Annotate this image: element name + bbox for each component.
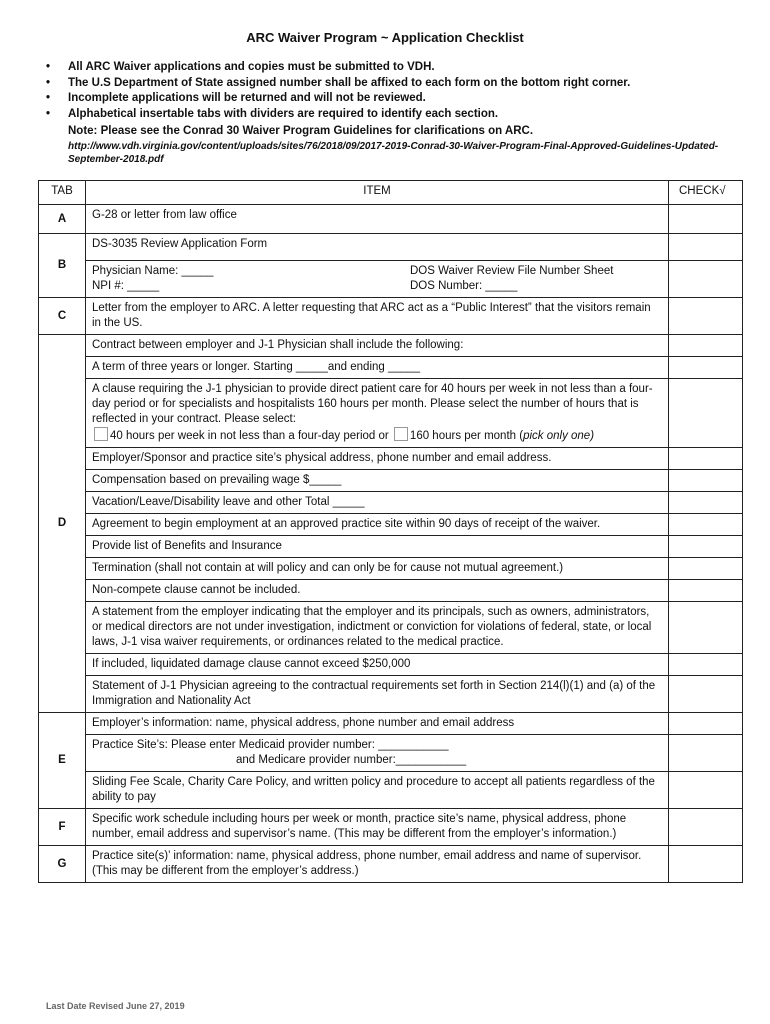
check-cell[interactable] [669, 379, 743, 448]
table-row [39, 205, 743, 234]
checklist-table [38, 180, 743, 883]
tab-column-header: TAB [39, 181, 86, 205]
pick-one-note: pick only one) [523, 430, 595, 442]
instruction-item [46, 76, 746, 92]
checklist-item: A statement from the employer indicating that the employer and its principals, such as owners, administrators, or medical directors are not under investigation, indictment or conviction for violations of federal, state, or local laws, J-1 visa waiver requirements, or ordinances related to the medical practice. [86, 602, 669, 654]
table-header-row [39, 181, 743, 205]
check-cell[interactable] [669, 298, 743, 335]
instruction-text: Alphabetical insertable tabs with dividers are required to identify each section. [68, 107, 499, 120]
checklist-item: Letter from the employer to ARC. A letter requesting that ARC act as a “Public Interest” that the visitors remain in the US. [86, 298, 669, 335]
checklist-item: Practice site(s)’ information: name, physical address, phone number, email address and name of supervisor. (This may be different from the employer’s address.) [86, 846, 669, 883]
checklist-item: Termination (shall not contain at will policy and can only be for cause not mutual agreement.) [86, 558, 669, 580]
dos-number-field: DOS Number: _____ [410, 280, 518, 292]
check-cell[interactable] [669, 772, 743, 809]
table-row [39, 654, 743, 676]
checklist-item: G-28 or letter from law office [86, 205, 669, 234]
checklist-item: Statement of J-1 Physician agreeing to the contractual requirements set forth in Section 214(l)(1) and (a) of the Immigration and Nationality Act [86, 676, 669, 713]
table-row [39, 846, 743, 883]
check-cell[interactable] [669, 676, 743, 713]
instruction-text: All ARC Waiver applications and copies must be submitted to VDH. [68, 61, 435, 73]
dos-sheet-label: DOS Waiver Review File Number Sheet [410, 265, 614, 277]
check-cell[interactable] [669, 261, 743, 298]
checklist-item: Vacation/Leave/Disability leave and other Total _____ [86, 492, 669, 514]
check-cell[interactable] [669, 735, 743, 772]
bullet-icon: • [46, 92, 51, 104]
checklist-item: If included, liquidated damage clause cannot exceed $250,000 [86, 654, 669, 676]
check-cell[interactable] [669, 654, 743, 676]
instruction-item [46, 60, 746, 76]
item-column-header: ITEM [86, 181, 669, 205]
table-row [39, 676, 743, 713]
tab-label-g: G [39, 846, 86, 883]
bullet-icon: • [46, 107, 51, 120]
checklist-item: Employer’s information: name, physical address, phone number and email address [86, 713, 669, 735]
check-cell[interactable] [669, 809, 743, 846]
page-title: ARC Waiver Program ~ Application Checklist [246, 30, 524, 45]
check-column-header: CHECK√ [669, 181, 743, 205]
hours-per-month-checkbox[interactable] [394, 427, 408, 441]
table-row [39, 234, 743, 261]
instruction-item [46, 91, 746, 107]
guidelines-note: Note: Please see the Conrad 30 Waiver Program Guidelines for clarifications on ARC. [68, 125, 534, 137]
hours-clause-text: A clause requiring the J-1 physician to provide direct patient care for 40 hours per week in not less than a four-day period or for specialists and hospitalists 160 hours per month. Please select the number of hours that is reflected in your contract. Please select: [92, 383, 653, 425]
npi-field: NPI #: _____ [92, 280, 160, 292]
table-row [39, 357, 743, 379]
revision-date: Last Date Revised June 27, 2019 [46, 1001, 185, 1011]
medicare-number-field: and Medicare provider number:___________ [236, 754, 467, 766]
table-row [39, 602, 743, 654]
checklist-item [86, 379, 669, 448]
table-row [39, 335, 743, 357]
table-row [39, 772, 743, 809]
hours-per-week-label: 40 hours per week in not less than a four-day period or [110, 430, 389, 442]
table-row [39, 536, 743, 558]
table-row [39, 379, 743, 448]
check-cell[interactable] [669, 470, 743, 492]
checklist-item: A term of three years or longer. Starting _____and ending _____ [86, 357, 669, 379]
checklist-item: DS-3035 Review Application Form [86, 234, 669, 261]
check-cell[interactable] [669, 536, 743, 558]
table-row [39, 809, 743, 846]
table-row [39, 713, 743, 735]
checklist-item: Sliding Fee Scale, Charity Care Policy, and written policy and procedure to accept all patients regardless of the ability to pay [86, 772, 669, 809]
table-row [39, 448, 743, 470]
table-row [39, 492, 743, 514]
table-row [39, 580, 743, 602]
physician-name-field: Physician Name: _____ [92, 265, 214, 277]
check-cell[interactable] [669, 335, 743, 357]
check-cell[interactable] [669, 580, 743, 602]
table-row [39, 470, 743, 492]
tab-label-e: E [39, 713, 86, 809]
hours-per-week-checkbox[interactable] [94, 427, 108, 441]
checklist-item [86, 735, 669, 772]
checklist-item: Provide list of Benefits and Insurance [86, 536, 669, 558]
medicaid-number-field: Practice Site’s: Please enter Medicaid provider number: ___________ [92, 739, 449, 751]
instructions-list [46, 60, 746, 122]
check-cell[interactable] [669, 514, 743, 536]
checklist-item: Employer/Sponsor and practice site’s physical address, phone number and email address. [86, 448, 669, 470]
check-cell[interactable] [669, 558, 743, 580]
check-cell[interactable] [669, 357, 743, 379]
checklist-item: Specific work schedule including hours per week or month, practice site’s name, physical address, phone number, email address and supervisor’s name. (This may be different from the employer’s information.) [86, 809, 669, 846]
check-cell[interactable] [669, 846, 743, 883]
checklist-item: Contract between employer and J-1 Physician shall include the following: [86, 335, 669, 357]
table-row [39, 735, 743, 772]
table-row [39, 261, 743, 298]
guidelines-link[interactable]: http://www.vdh.virginia.gov/content/uploads/sites/76/2018/09/2017-2019-Conrad-30-Waiver-Program-Final-Approved-Guidelines-Updated-September-2018.pdf [68, 141, 719, 165]
bullet-icon: • [46, 61, 51, 73]
table-row [39, 558, 743, 580]
instruction-text: The U.S Department of State assigned number shall be affixed to each form on the bottom right corner. [68, 76, 631, 89]
instruction-item [46, 107, 746, 123]
table-row [39, 514, 743, 536]
tab-label-b: B [39, 234, 86, 298]
tab-label-a: A [39, 205, 86, 234]
tab-label-c: C [39, 298, 86, 335]
hours-per-month-label: 160 hours per month ( [409, 430, 524, 442]
checklist-item: Agreement to begin employment at an approved practice site within 90 days of receipt of the waiver. [86, 514, 669, 536]
tab-label-f: F [39, 809, 86, 846]
instruction-text: Incomplete applications will be returned and will not be reviewed. [68, 92, 426, 104]
checklist-item: Compensation based on prevailing wage $_____ [86, 470, 669, 492]
bullet-icon: • [46, 76, 51, 89]
check-cell[interactable] [669, 602, 743, 654]
tab-label-d: D [39, 335, 86, 713]
checklist-item [86, 261, 669, 298]
check-cell[interactable] [669, 234, 743, 261]
check-cell[interactable] [669, 492, 743, 514]
table-row [39, 298, 743, 335]
checklist-item: Non-compete clause cannot be included. [86, 580, 669, 602]
check-cell[interactable] [669, 205, 743, 234]
check-cell[interactable] [669, 713, 743, 735]
check-cell[interactable] [669, 448, 743, 470]
